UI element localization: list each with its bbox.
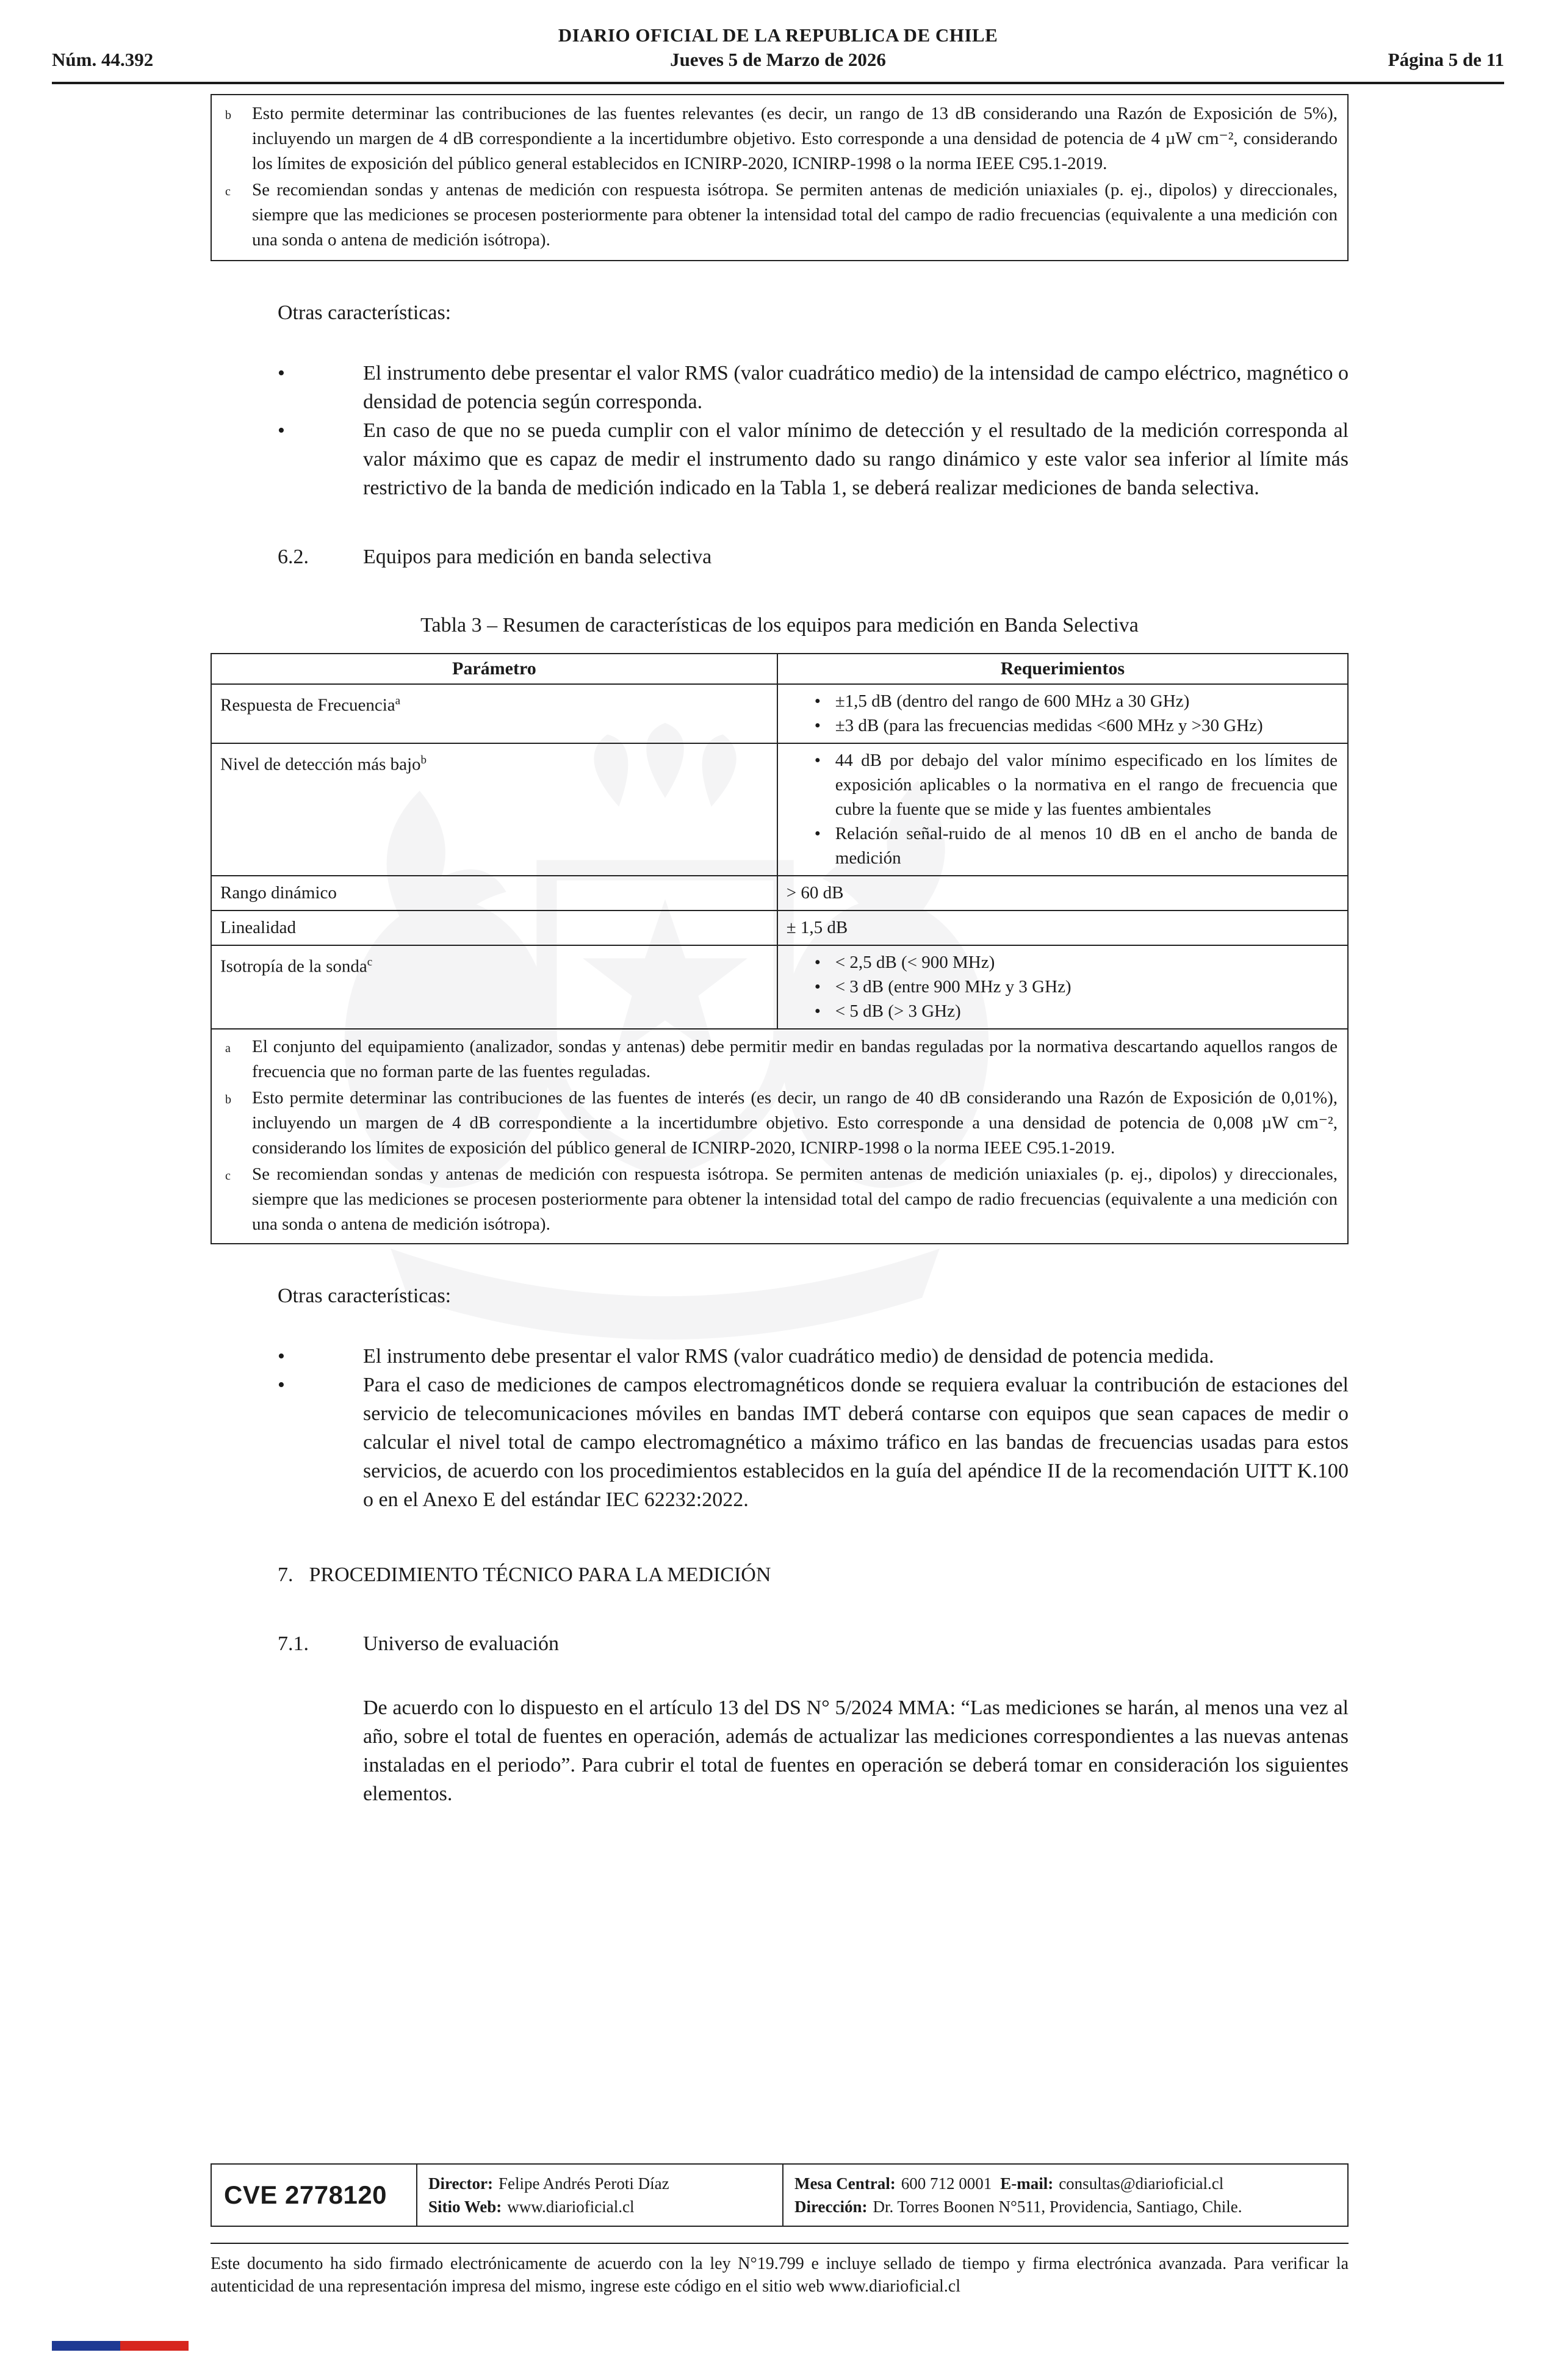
- phone-label: Mesa Central:: [794, 2174, 896, 2193]
- req-item: [785, 821, 1338, 870]
- param-text: Respuesta de Frecuencia: [220, 695, 395, 715]
- email-label: E-mail:: [1000, 2174, 1054, 2193]
- param-text: Isotropía de la sonda: [220, 956, 367, 976]
- director-name: Felipe Andrés Peroti Díaz: [498, 2174, 669, 2193]
- req-cell: [777, 876, 1348, 911]
- table3-header-parametro: Parámetro: [211, 654, 777, 684]
- footer-address-line: [794, 2195, 1336, 2218]
- footer-director-block: [416, 2165, 782, 2226]
- bullet-icon: •: [278, 1374, 285, 1396]
- header-rule: [52, 82, 1504, 84]
- footnote-marker: c: [225, 185, 231, 198]
- param-cell: [211, 876, 777, 911]
- bullet-icon: •: [814, 691, 821, 711]
- table-row-probe-isotropy: [211, 945, 1348, 1029]
- cve-footer-box: [211, 2163, 1349, 2227]
- req-cell: [777, 945, 1348, 1029]
- issue-date: Jueves 5 de Marzo de 2026: [670, 49, 886, 70]
- param-cell: [211, 945, 777, 1029]
- cve-number: CVE 2778120: [224, 2180, 387, 2209]
- address-text: Dr. Torres Boonen N°511, Providencia, Santiago, Chile.: [873, 2198, 1242, 2216]
- other-characteristics-heading-1: Otras características:: [278, 301, 452, 324]
- req-item-text: < 3 dB (entre 900 MHz y 3 GHz): [835, 977, 1072, 997]
- footnote-marker: b: [225, 1093, 231, 1106]
- table3-header-row: [211, 654, 1348, 684]
- req-item: [785, 689, 1338, 713]
- page-header: [0, 0, 1556, 84]
- req-item: [785, 748, 1338, 821]
- req-cell: [777, 684, 1348, 743]
- phone-number: 600 712 0001: [901, 2174, 992, 2193]
- section-6-2-heading: [278, 543, 1349, 571]
- website-label: Sitio Web:: [428, 2198, 502, 2216]
- table-row-lowest-detection-level: [211, 743, 1348, 876]
- footer-contact-block: [782, 2165, 1347, 2226]
- list-item: [278, 1342, 1349, 1371]
- footnote-text: Se recomiendan sondas y antenas de medición con respuesta isótropa. Se permiten antenas de medición uniaxiales (p. ej., dipolos) y direccionales, siempre que las mediciones se procesen posteriormente para obtener la intensidad total del campo de radio frecuencias (equivalente a una medición con una sonda o antena de medición isótropa).: [252, 180, 1338, 250]
- footnote-marker: b: [225, 109, 231, 122]
- list-item-text: Para el caso de mediciones de campos electromagnéticos donde se requiera evaluar la contribución de estaciones del servicio de telecomunicaciones móviles en bandas IMT deberá contarse con equipos que sean capaces de medir o calcular el nivel total de campo electromagnético a máximo tráfico en las bandas de frecuencias usadas para estos servicios, de acuerdo con los procedimientos establecidos en la guía del apéndice II de la recomendación UITT K.100 o en el Anexo E del estándar IEC 62232:2022.: [363, 1374, 1349, 1511]
- bullet-icon: •: [814, 751, 821, 770]
- paragraph-7-1: De acuerdo con lo dispuesto en el artículo 13 del DS N° 5/2024 MMA: “Las mediciones se harán, al menos una vez al año, sobre el total de fuentes en operación, además de actualizar las mediciones correspondientes a las nuevas antenas instaladas en el periodo”. Para cubrir el total de fuentes en operación se deberá tomar en consideración los siguientes elementos.: [363, 1697, 1349, 1805]
- table-row-dynamic-range: [211, 876, 1348, 911]
- list-item-text: El instrumento debe presentar el valor RMS (valor cuadrático medio) de la intensidad de campo eléctrico, magnético o densidad de potencia según corresponda.: [363, 362, 1349, 413]
- section-title: PROCEDIMIENTO TÉCNICO PARA LA MEDICIÓN: [309, 1563, 771, 1586]
- table3-caption: Tabla 3 – Resumen de características de los equipos para medición en Banda Selectiva: [420, 614, 1139, 636]
- section-title: Universo de evaluación: [363, 1632, 559, 1655]
- req-item-text: Relación señal-ruido de al menos 10 dB en el ancho de banda de medición: [835, 824, 1338, 868]
- footer-director-line: [428, 2172, 771, 2195]
- table3-header-requerimientos: Requerimientos: [777, 654, 1348, 684]
- table-row-frequency-response: [211, 684, 1348, 743]
- email-link[interactable]: consultas@diarioficial.cl: [1059, 2174, 1224, 2193]
- bullet-icon: •: [278, 362, 285, 384]
- address-label: Dirección:: [794, 2198, 868, 2216]
- footnote-ref: c: [367, 956, 373, 968]
- table3-footnotes-row: [211, 1029, 1348, 1244]
- header-meta-row: [52, 49, 1504, 76]
- footnote-text: El conjunto del equipamiento (analizador, sondas y antenas) debe permitir medir en bandas reguladas por la normativa descartando aquellos rangos de frecuencia que no forman parte de las fuentes reguladas.: [252, 1037, 1338, 1081]
- director-label: Director:: [428, 2174, 493, 2193]
- footnote-b: [212, 1086, 1338, 1161]
- param-text: Rango dinámico: [220, 883, 337, 903]
- flag-red-segment: [120, 2341, 189, 2351]
- param-cell: [211, 911, 777, 945]
- list-item-text: En caso de que no se pueda cumplir con el valor mínimo de detección y el resultado de la medición corresponda al valor máximo que es capaz de medir el instrumento dado su rango dinámico y este valor sea inferior al límite más restrictivo de la banda de medición indicado en la Tabla 1, se deberá realizar mediciones de banda selectiva.: [363, 419, 1349, 499]
- page-content: [211, 94, 1349, 1808]
- bullet-icon: •: [814, 953, 821, 972]
- footnote-marker: a: [225, 1042, 231, 1055]
- footer-website-line: [428, 2195, 771, 2218]
- footnote-c: [212, 178, 1338, 253]
- footnote-a: [212, 1034, 1338, 1084]
- section-7-heading: [278, 1560, 1349, 1589]
- req-item-text: ±1,5 dB (dentro del rango de 600 MHz a 30 GHz): [835, 691, 1190, 711]
- other-characteristics-heading-2: Otras características:: [278, 1285, 452, 1307]
- table-row-linearity: [211, 911, 1348, 945]
- req-item: [785, 713, 1338, 738]
- bullet-icon: •: [814, 716, 821, 735]
- req-item-text: < 5 dB (> 3 GHz): [835, 1001, 961, 1021]
- section-7-1-heading: [278, 1629, 1349, 1658]
- table3-footnotes: [211, 1029, 1348, 1244]
- page-indicator: Página 5 de 11: [1388, 49, 1504, 70]
- page-footer: [211, 2163, 1349, 2298]
- footnote-c: [212, 1162, 1338, 1237]
- flag-blue-segment: [52, 2341, 120, 2351]
- list-item: [278, 359, 1349, 416]
- gazette-title: DIARIO OFICIAL DE LA REPUBLICA DE CHILE: [558, 24, 998, 46]
- req-cell: [777, 911, 1348, 945]
- section-number: 7.: [278, 1563, 294, 1586]
- footnote-ref: a: [395, 694, 401, 707]
- section-number: 7.1.: [278, 1632, 309, 1655]
- footer-rule: [211, 2243, 1349, 2244]
- legal-notice: Este documento ha sido firmado electrónicamente de acuerdo con la ley N°19.799 e incluye sellado de tiempo y firma electrónica avanzada. Para verificar la autenticidad de una representación impresa del mismo, ingrese este código en el sitio web www.diarioficial.cl: [211, 2254, 1349, 2296]
- bullet-icon: •: [814, 1001, 821, 1021]
- footnote-b: [212, 101, 1338, 176]
- bullet-list-2: [211, 1342, 1349, 1514]
- param-text: Linealidad: [220, 918, 297, 937]
- req-cell: [777, 743, 1348, 876]
- footer-phone-email-line: [794, 2172, 1336, 2195]
- req-item: [785, 975, 1338, 999]
- req-value: > 60 dB: [786, 883, 844, 903]
- req-item-text: 44 dB por debajo del valor mínimo especificado en los límites de exposición aplicables o la normativa en el rango de frecuencia que cubre la fuente que se mide y las fuentes ambientales: [835, 751, 1338, 819]
- param-text: Nivel de detección más bajo: [220, 754, 421, 774]
- req-item: [785, 950, 1338, 975]
- req-item-text: ±3 dB (para las frecuencias medidas <600 MHz y >30 GHz): [835, 716, 1263, 735]
- section-number: 6.2.: [278, 546, 309, 568]
- req-value: ± 1,5 dB: [786, 918, 848, 937]
- footnote-text: Esto permite determinar las contribuciones de las fuentes relevantes (es decir, un rango de 13 dB considerando una Razón de Exposición de 5%), incluyendo un margen de 4 dB correspondiente a la incertidumbre objetivo. Esto corresponde a una densidad de potencia de 4 µW cm⁻², considerando los límites de exposición del público general establecidos en ICNIRP-2020, ICNIRP-1998 o la norma IEEE C95.1-2019.: [252, 104, 1338, 173]
- table3: [211, 653, 1349, 1244]
- table2-footnotes-box: [211, 94, 1349, 261]
- footnote-ref: b: [420, 754, 427, 766]
- list-item: [278, 416, 1349, 502]
- bullet-icon: •: [814, 977, 821, 997]
- list-item: [278, 1371, 1349, 1514]
- bullet-icon: •: [278, 419, 285, 442]
- issue-number: Núm. 44.392: [52, 49, 154, 70]
- footnote-marker: c: [225, 1169, 231, 1183]
- bullet-icon: •: [278, 1345, 285, 1368]
- chile-flag-bar: [52, 2341, 189, 2351]
- website-link[interactable]: www.diarioficial.cl: [507, 2198, 635, 2216]
- list-item-text: El instrumento debe presentar el valor RMS (valor cuadrático medio) de densidad de potencia medida.: [363, 1345, 1214, 1368]
- section-title: Equipos para medición en banda selectiva: [363, 546, 712, 568]
- req-item: [785, 999, 1338, 1023]
- bullet-list-1: [211, 359, 1349, 502]
- footnote-text: Se recomiendan sondas y antenas de medición con respuesta isótropa. Se permiten antenas de medición uniaxiales (p. ej., dipolos) y direccionales, siempre que las mediciones se procesen posteriormente para obtener la intensidad total del campo de radio frecuencias (equivalente a una medición con una sonda o antena de medición isótropa).: [252, 1164, 1338, 1234]
- footnote-text: Esto permite determinar las contribuciones de las fuentes de interés (es decir, un rango de 40 dB considerando una Razón de Exposición de 0,01%), incluyendo un margen de 4 dB correspondiente a la incertidumbre objetivo. Esto corresponde a una densidad de potencia de 0,008 µW cm⁻², considerando los límites de exposición del público general de ICNIRP-2020, ICNIRP-1998 o la norma IEEE C95.1-2019.: [252, 1088, 1338, 1158]
- bullet-icon: •: [814, 824, 821, 843]
- param-cell: [211, 684, 777, 743]
- param-cell: [211, 743, 777, 876]
- req-item-text: < 2,5 dB (< 900 MHz): [835, 953, 995, 972]
